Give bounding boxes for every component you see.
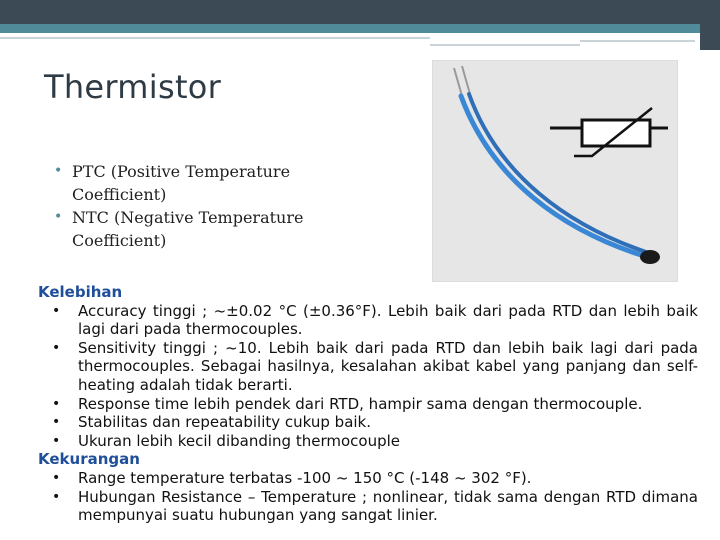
kelebihan-list: [38, 302, 698, 451]
details-section: [38, 283, 698, 525]
bullet-dot-icon: •: [52, 432, 61, 449]
item-text: Ukuran lebih kecil dibanding thermocouple: [78, 431, 400, 450]
list-item: [38, 395, 698, 414]
item-text: Response time lebih pendek dari RTD, hampir sama dengan thermocouple.: [78, 394, 643, 413]
list-item: [38, 469, 698, 488]
bullet-dot-icon: •: [54, 209, 63, 225]
item-text: Accuracy tinggi ; ~±0.02 °C (±0.36°F). Lebih baik dari pada RTD dan lebih baik lagi dari pada thermocouples.: [78, 301, 698, 339]
header-accent-bar: [0, 24, 720, 33]
header-bar: [0, 0, 720, 24]
bullet-dot-icon: •: [52, 488, 61, 505]
list-item: [50, 160, 350, 206]
kekurangan-heading: Kekurangan: [38, 450, 140, 469]
corner-decoration: [700, 0, 720, 50]
list-item: [38, 488, 698, 525]
list-item: [50, 206, 350, 252]
item-text: Stabilitas dan repeatability cukup baik.: [78, 413, 372, 432]
divider-line: [580, 40, 695, 42]
bullet-dot-icon: •: [52, 469, 61, 486]
item-text: Sensitivity tinggi ; ~10. Lebih baik dari pada RTD dan lebih baik lagi dari pada thermocouples. Sebagai hasilnya, kesalahan akibat kabel yang panjang dan self-heating adalah tidak berarti.: [78, 338, 698, 394]
bullet-dot-icon: •: [52, 339, 61, 356]
list-item: [38, 339, 698, 395]
bullet-text: NTC (Negative Temperature Coefficient): [72, 208, 304, 250]
bullet-dot-icon: •: [54, 163, 63, 179]
type-list: [50, 160, 350, 252]
divider-line: [430, 44, 580, 46]
list-item: [38, 302, 698, 339]
list-item: [38, 413, 698, 432]
bullet-dot-icon: •: [52, 395, 61, 412]
bullet-dot-icon: •: [52, 414, 61, 431]
slide-title: Thermistor: [44, 68, 222, 106]
item-text: Hubungan Resistance – Temperature ; nonlinear, tidak sama dengan RTD dimana mempunyai suatu hubungan yang sangat linier.: [78, 487, 698, 525]
thermistor-photo: [432, 60, 678, 282]
item-text: Range temperature terbatas -100 ~ 150 °C (-148 ~ 302 °F).: [78, 468, 532, 487]
divider-line: [0, 37, 430, 39]
kelebihan-heading: Kelebihan: [38, 283, 123, 301]
list-item: [38, 432, 698, 451]
bullet-dot-icon: •: [52, 302, 61, 319]
bullet-text: PTC (Positive Temperature Coefficient): [72, 162, 291, 204]
kekurangan-list: [38, 469, 698, 525]
